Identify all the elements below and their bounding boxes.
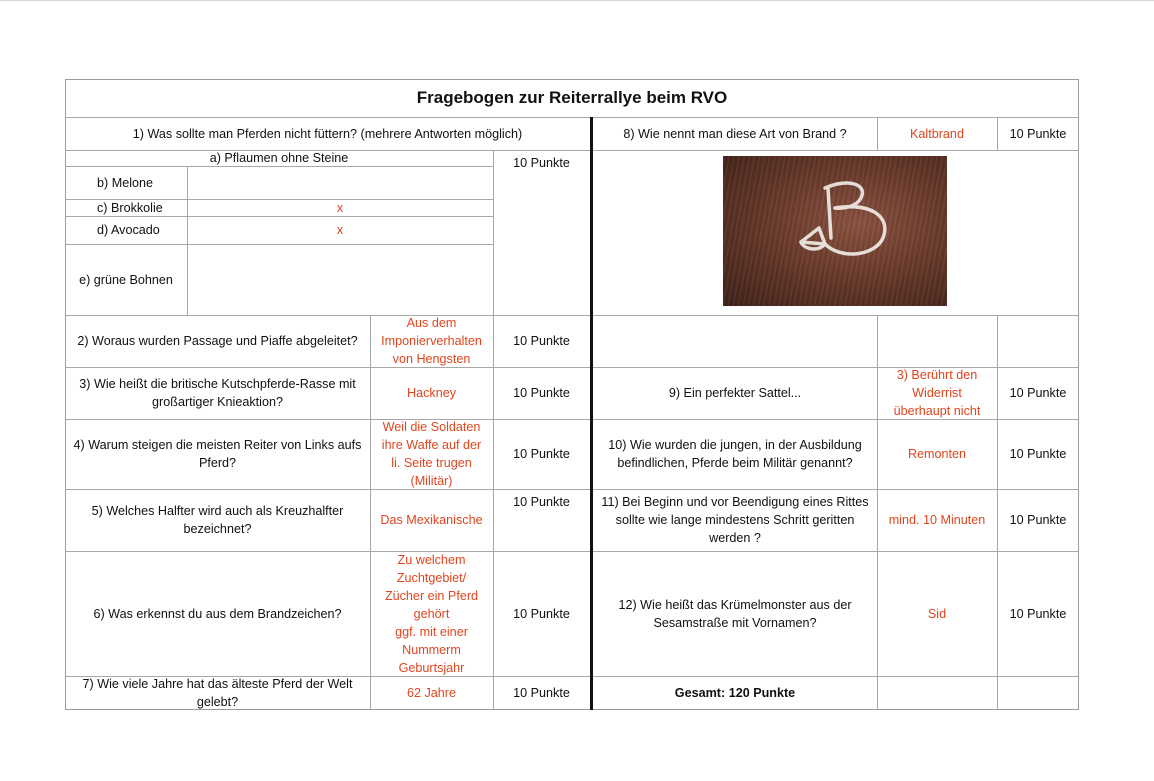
q8-points: 10 Punkte <box>1009 126 1067 141</box>
q1-points: 10 Punkte <box>513 156 570 170</box>
q7-points: 10 Punkte <box>513 686 570 700</box>
q7-question: 7) Wie viele Jahre hat das älteste Pferd der Welt gelebt? <box>82 677 353 709</box>
q9-answer: 3) Berührt den Widerrist überhaupt nicht <box>893 368 981 418</box>
q2-points: 10 Punkte <box>513 334 570 348</box>
q5-points: 10 Punkte <box>513 495 570 509</box>
q1-option-d-mark: x <box>336 223 344 237</box>
q12-points: 10 Punkte <box>1009 606 1067 621</box>
q6-question: 6) Was erkennst du aus dem Brandzeichen? <box>93 606 342 621</box>
q3-points: 10 Punkte <box>513 386 570 400</box>
q7-answer: 62 Jahre <box>406 686 456 700</box>
q6-points: 10 Punkte <box>513 606 570 621</box>
page-top-rule <box>0 0 1154 1</box>
total-points: Gesamt: 120 Punkte <box>674 686 796 700</box>
q11-answer: mind. 10 Minuten <box>888 513 986 527</box>
q1-option-e: e) grüne Bohnen <box>79 272 173 287</box>
q9-points: 10 Punkte <box>1009 386 1067 400</box>
q11-question: 11) Bei Beginn und vor Beendigung eines Rittes sollte wie lange mindestens Schritt geritten werden ? <box>601 495 869 545</box>
page-title: Fragebogen zur Reiterrallye beim RVO <box>416 88 728 107</box>
q8-question: 8) Wie nennt man diese Art von Brand ? <box>623 126 847 141</box>
q1-option-b-mark <box>187 166 493 199</box>
q1-option-d: d) Avocado <box>97 223 160 237</box>
q9-question: 9) Ein perfekter Sattel... <box>668 386 802 400</box>
q1-option-c: c) Brokkolie <box>97 200 163 215</box>
q1-question: 1) Was sollte man Pferden nicht füttern? (mehrere Antworten möglich) <box>132 126 523 141</box>
q2-question: 2) Woraus wurden Passage und Piaffe abgeleitet? <box>77 334 358 348</box>
q8-answer: Kaltbrand <box>910 126 964 141</box>
q1-option-c-mark: x <box>336 200 344 215</box>
q1-option-b: b) Melone <box>97 175 154 190</box>
q12-question: 12) Wie heißt das Krümelmonster aus der Sesamstraße mit Vornamen? <box>618 597 852 630</box>
q12-answer: Sid <box>927 606 947 621</box>
q11-points: 10 Punkte <box>1009 513 1067 527</box>
q3-question: 3) Wie heißt die britische Kutschpferde-Rasse mit großartiger Knieaktion? <box>79 377 356 409</box>
q1-option-a: a) Pflaumen ohne Steine <box>209 151 349 165</box>
q4-question: 4) Warum steigen die meisten Reiter von Links aufs Pferd? <box>73 438 362 470</box>
q4-points: 10 Punkte <box>513 447 570 461</box>
q5-question: 5) Welches Halfter wird auch als Kreuzhalfter bezeichnet? <box>91 504 344 536</box>
q6-answer: Zu welchem Zuchtgebiet/ Zücher ein Pferd gehört ggf. mit einer Nummerm Geburtsjahr <box>384 552 479 675</box>
q5-answer: Das Mexikanische <box>380 513 483 527</box>
q10-question: 10) Wie wurden die jungen, in der Ausbildung befindlichen, Pferde beim Militär genannt? <box>608 438 862 470</box>
cold-brand-photo <box>723 156 947 306</box>
q4-answer: Weil die Soldaten ihre Waffe auf der li. Seite trugen (Militär) <box>381 420 482 488</box>
q3-answer: Hackney <box>407 386 456 400</box>
q1-option-e-mark <box>187 244 493 315</box>
q2-answer: Aus dem Imponierverhalten von Hengsten <box>381 316 482 366</box>
q10-points: 10 Punkte <box>1009 447 1067 461</box>
q10-answer: Remonten <box>907 447 967 461</box>
